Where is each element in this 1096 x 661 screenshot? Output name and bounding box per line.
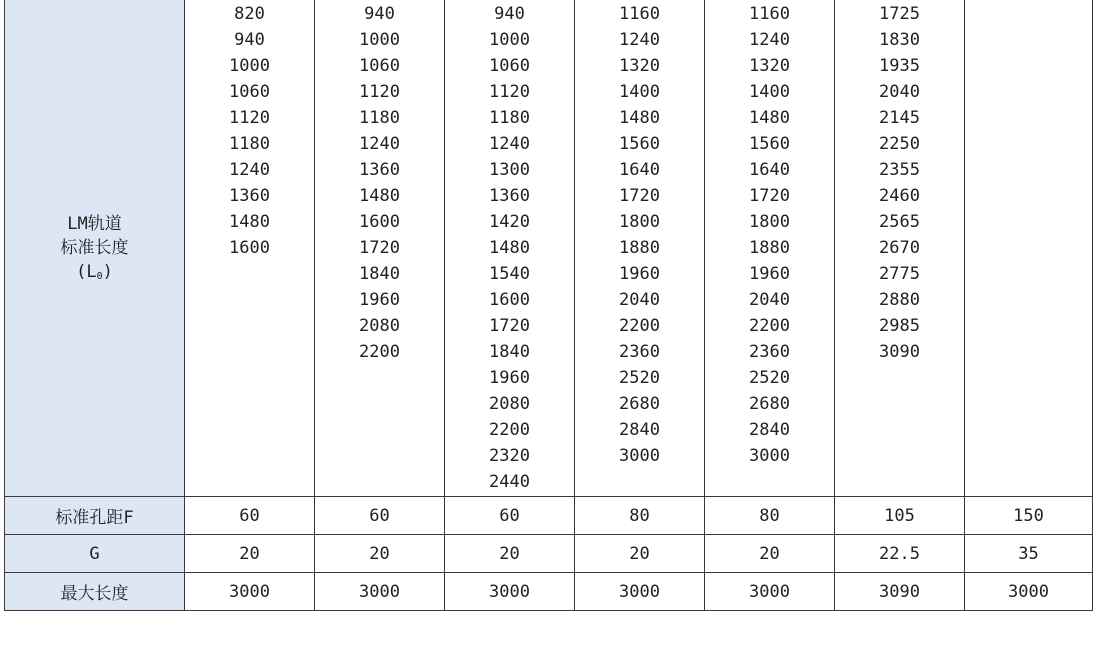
length-value: 1120 xyxy=(489,82,530,102)
length-header xyxy=(5,0,185,497)
length-value: 2040 xyxy=(619,290,660,310)
length-value: 1600 xyxy=(489,290,530,310)
length-value: 940 xyxy=(234,30,265,50)
length-value: 1960 xyxy=(359,290,400,310)
length-value: 2250 xyxy=(879,134,920,154)
length-value: 1935 xyxy=(879,56,920,76)
g-row xyxy=(5,535,1093,573)
pitch-value: 80 xyxy=(705,497,835,535)
length-column-7 xyxy=(965,0,1093,497)
length-value: 1120 xyxy=(359,82,400,102)
length-value: 1720 xyxy=(359,238,400,258)
g-label: G xyxy=(5,535,185,573)
length-column-6 xyxy=(835,0,965,497)
length-value: 1320 xyxy=(619,56,660,76)
length-value: 1420 xyxy=(489,212,530,232)
max-length-value: 3000 xyxy=(575,573,705,611)
length-value: 1880 xyxy=(619,238,660,258)
length-value: 2360 xyxy=(619,342,660,362)
length-value: 1540 xyxy=(489,264,530,284)
length-value: 1800 xyxy=(619,212,660,232)
length-value: 1480 xyxy=(359,186,400,206)
length-value: 2040 xyxy=(749,290,790,310)
length-header-line2: 标准长度 xyxy=(60,238,129,258)
max-length-value: 3000 xyxy=(185,573,315,611)
pitch-value: 150 xyxy=(965,497,1093,535)
length-value: 2880 xyxy=(879,290,920,310)
length-value: 1240 xyxy=(489,134,530,154)
length-value: 2360 xyxy=(749,342,790,362)
pitch-value: 60 xyxy=(445,497,575,535)
pitch-value: 105 xyxy=(835,497,965,535)
length-value: 1360 xyxy=(489,186,530,206)
spec-table xyxy=(4,0,1093,611)
length-value: 2040 xyxy=(879,82,920,102)
length-value: 1180 xyxy=(359,108,400,128)
length-value: 2080 xyxy=(359,316,400,336)
length-value: 2670 xyxy=(879,238,920,258)
length-value: 1960 xyxy=(619,264,660,284)
length-value: 1640 xyxy=(749,160,790,180)
length-value: 2565 xyxy=(879,212,920,232)
length-value: 1240 xyxy=(229,160,270,180)
length-value: 1320 xyxy=(749,56,790,76)
max-length-value: 3000 xyxy=(445,573,575,611)
length-value: 1560 xyxy=(749,134,790,154)
g-value: 20 xyxy=(315,535,445,573)
length-value: 2775 xyxy=(879,264,920,284)
length-value: 1560 xyxy=(619,134,660,154)
length-value: 2200 xyxy=(619,316,660,336)
g-value: 20 xyxy=(575,535,705,573)
length-value: 2985 xyxy=(879,316,920,336)
length-value: 1720 xyxy=(619,186,660,206)
pitch-label: 标准孔距F xyxy=(5,497,185,535)
length-value: 2460 xyxy=(879,186,920,206)
length-column-1 xyxy=(185,0,315,497)
length-value: 940 xyxy=(364,4,395,24)
length-value: 2200 xyxy=(359,342,400,362)
max-length-value: 3000 xyxy=(965,573,1093,611)
length-header-line3: $(L_0)$ xyxy=(76,262,113,282)
length-value: 1000 xyxy=(489,30,530,50)
length-value: 1180 xyxy=(489,108,530,128)
length-value: 2840 xyxy=(619,420,660,440)
length-value: 1060 xyxy=(359,56,400,76)
max-length-value: 3000 xyxy=(705,573,835,611)
length-column-3 xyxy=(445,0,575,497)
length-value: 1240 xyxy=(749,30,790,50)
length-value: 1300 xyxy=(489,160,530,180)
length-value: 1800 xyxy=(749,212,790,232)
length-value: 1840 xyxy=(359,264,400,284)
g-value: 35 xyxy=(965,535,1093,573)
length-value: 1480 xyxy=(229,212,270,232)
length-value: 3000 xyxy=(619,446,660,466)
pitch-value: 60 xyxy=(185,497,315,535)
length-value: 2200 xyxy=(489,420,530,440)
length-value: 2320 xyxy=(489,446,530,466)
length-value: 1480 xyxy=(489,238,530,258)
length-value: 820 xyxy=(234,4,265,24)
length-value: 940 xyxy=(494,4,525,24)
length-value: 1830 xyxy=(879,30,920,50)
pitch-value: 80 xyxy=(575,497,705,535)
length-value: 1120 xyxy=(229,108,270,128)
length-value: 1400 xyxy=(619,82,660,102)
length-column-4 xyxy=(575,0,705,497)
length-value: 2680 xyxy=(749,394,790,414)
length-value: 1000 xyxy=(359,30,400,50)
length-value: 1600 xyxy=(359,212,400,232)
length-value: 2200 xyxy=(749,316,790,336)
length-column-2 xyxy=(315,0,445,497)
length-value: 1880 xyxy=(749,238,790,258)
length-value: 1960 xyxy=(489,368,530,388)
length-value: 1480 xyxy=(749,108,790,128)
length-value: 1600 xyxy=(229,238,270,258)
length-column-5 xyxy=(705,0,835,497)
max-length-value: 3000 xyxy=(315,573,445,611)
max-length-row xyxy=(5,573,1093,611)
length-value: 1840 xyxy=(489,342,530,362)
length-value: 2520 xyxy=(619,368,660,388)
length-value: 1160 xyxy=(619,4,660,24)
length-value: 1400 xyxy=(749,82,790,102)
length-value: 1240 xyxy=(619,30,660,50)
length-value: 1640 xyxy=(619,160,660,180)
max-length-value: 3090 xyxy=(835,573,965,611)
length-value: 1180 xyxy=(229,134,270,154)
length-value: 2355 xyxy=(879,160,920,180)
length-header-line1: LM轨道 xyxy=(67,214,122,234)
length-value: 1160 xyxy=(749,4,790,24)
length-value: 1725 xyxy=(879,4,920,24)
length-value: 2440 xyxy=(489,472,530,492)
max-length-label: 最大长度 xyxy=(5,573,185,611)
length-value: 1000 xyxy=(229,56,270,76)
length-value: 1720 xyxy=(489,316,530,336)
length-value: 2145 xyxy=(879,108,920,128)
g-value: 20 xyxy=(185,535,315,573)
pitch-value: 60 xyxy=(315,497,445,535)
length-value: 2680 xyxy=(619,394,660,414)
length-value: 1060 xyxy=(229,82,270,102)
length-value: 1060 xyxy=(489,56,530,76)
length-value: 1240 xyxy=(359,134,400,154)
length-value: 3000 xyxy=(749,446,790,466)
length-value: 1480 xyxy=(619,108,660,128)
length-value: 3090 xyxy=(879,342,920,362)
length-value: 1360 xyxy=(229,186,270,206)
length-value: 2520 xyxy=(749,368,790,388)
length-value: 2080 xyxy=(489,394,530,414)
g-value: 22.5 xyxy=(835,535,965,573)
length-row xyxy=(5,0,1093,497)
length-value: 1720 xyxy=(749,186,790,206)
g-value: 20 xyxy=(705,535,835,573)
g-value: 20 xyxy=(445,535,575,573)
length-value: 1360 xyxy=(359,160,400,180)
pitch-row xyxy=(5,497,1093,535)
length-value: 1960 xyxy=(749,264,790,284)
length-value: 2840 xyxy=(749,420,790,440)
